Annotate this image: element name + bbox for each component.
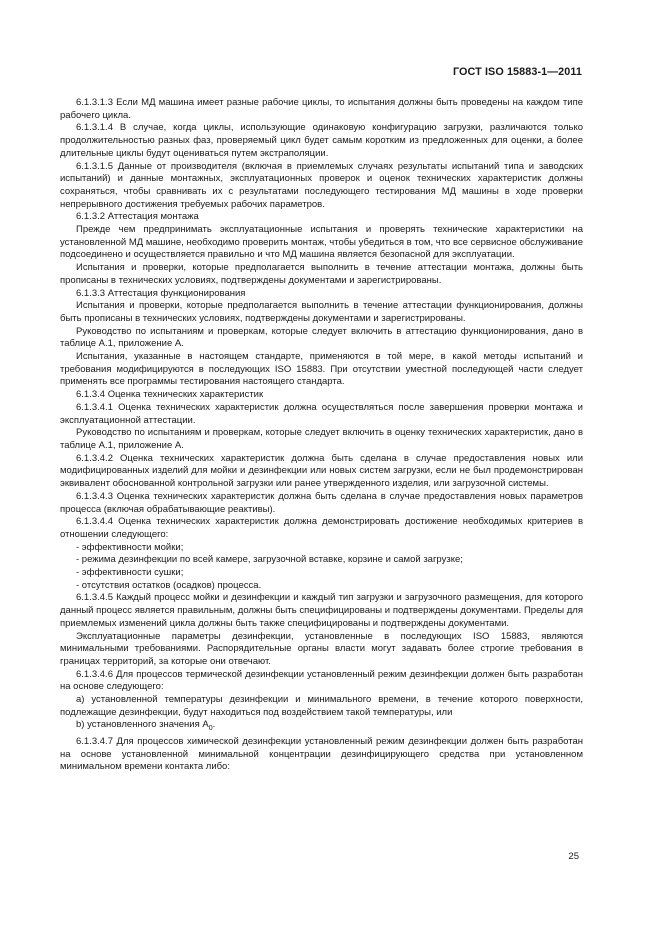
paragraph: Испытания и проверки, которые предполагается выполнить в течение аттестации функционирования, должны быть прописаны в технических условиях, подтверждены документами и зарегистрированы. (60, 300, 583, 324)
paragraph: Эксплуатационные параметры дезинфекции, установленные в последующих ISO 15883, являются минимальными требованиями. Распорядительные органы власти могут задавать более строгие требования в границах территорий, за которые они отвечают. (60, 630, 583, 667)
clause-6-1-3-1-3: 6.1.3.1.3 Если МД машина имеет разные рабочие циклы, то испытания должны быть проведены на каждом типе рабочего цикла. (60, 97, 583, 121)
clause-6-1-3-4-heading: 6.1.3.4 Оценка технических характеристик (76, 389, 264, 401)
clause-6-1-3-4-3: 6.1.3.4.3 Оценка технических характеристик должна быть сделана в случае предоставления новых параметров процесса (включая обрабатывающие реактивы). (60, 490, 583, 515)
paragraph: Руководство по испытаниям и проверкам, которые следует включить в оценку технических характеристик, дано в таблице А.1, приложение А. (60, 427, 583, 451)
paragraph: Прежде чем предпринимать эксплуатационные испытания и проверять технические характеристики на установленной МД машине, необходимо проверить монтаж, чтобы убедиться в том, что все сервисное обслуживание подсоединено и осуществляется правильно и что МД машина является безопасной для эксплуатации. (60, 224, 583, 261)
list-item-b-text: b) установленного значения A (76, 719, 209, 731)
a0-subscript: 0 (208, 725, 213, 733)
list-item-b (60, 719, 583, 736)
clause-6-1-3-4-7: 6.1.3.4.7 Для процессов химической дезинфекции установленный режим дезинфекции должен быть разработан на основе установленной минимальной концентрации дезинфицирующего средства при установленном минимальном времени контакта либо: (60, 736, 583, 773)
paragraph: Испытания и проверки, которые предполагается выполнить в течение аттестации монтажа, должны быть прописаны в технических условиях, подтверждены документами и зарегистрированы. (60, 262, 583, 286)
page-number: 25 (568, 851, 579, 862)
clause-6-1-3-4-2: 6.1.3.4.2 Оценка технических характеристик должна быть сделана в случае предоставления новых или модифицированных изделий для мойки и дезинфекции или новых систем загрузки, если не был продемонстрирован эквивалент обоснованной контрольной загрузки или ранее утвержденного изделия, или загрузочной системы. (60, 452, 583, 490)
clause-6-1-3-3-heading: 6.1.3.3 Аттестация функционирования (76, 287, 246, 299)
paragraph: Испытания, указанные в настоящем стандарте, применяются в той мере, в какой методы испытаний и требования модифицируются в последующих ISO 15883. При отсутствии уместной последующей части следует применять все программы тестирования настоящего стандарта. (60, 351, 583, 388)
clause-6-1-3-4-1: 6.1.3.4.1 Оценка технических характеристик должна осуществляться после завершения проверки монтажа и эксплуатационной аттестации. (60, 401, 583, 426)
list-item-a: a) установленной температуры дезинфекции и минимального времени, в течение которого поверхности, подлежащие дезинфекции, будут находиться под воздействием такой температуры, или (60, 694, 583, 718)
clause-6-1-3-4-4: 6.1.3.4.4 Оценка технических характеристик должна демонстрировать достижение необходимых критериев в отношении следующего: (60, 516, 583, 540)
clause-6-1-3-4-5: 6.1.3.4.5 Каждый процесс мойки и дезинфекции и каждый тип загрузки и загрузочного размещения, для которого данный процесс является правильным, должны быть специфицированы и подтверждены документами. Пределы для приемлемых изменений цикла должны быть также специфицированы и подтверждены документами. (60, 592, 583, 629)
clause-6-1-3-4-6: 6.1.3.4.6 Для процессов термической дезинфекции установленный режим дезинфекции должен быть разработан на основе следующего: (60, 668, 583, 693)
document-body (60, 97, 583, 774)
list-item: - отсутствия остатков (осадков) процесса. (76, 579, 262, 591)
clause-6-1-3-1-5: 6.1.3.1.5 Данные от производителя (включая в приемлемых случаях результаты испытаний типа и заводских испытаний) и данные монтажных, эксплуатационных проверок и оценок технических характеристик должны сохраняться, чтобы сравнивать их с результатами последующего тестирования МД машины в ходе проверки непрерывного достижения требуемых рабочих параметров. (60, 160, 583, 210)
list-item: - режима дезинфекции по всей камере, загрузочной вставке, корзине и самой загрузке; (76, 554, 463, 566)
document-code-header: ГОСТ ISO 15883-1—2011 (452, 66, 582, 78)
a0-suffix: . (212, 719, 216, 731)
list-item: - эффективности сушки; (76, 567, 184, 579)
paragraph: Руководство по испытаниям и проверкам, которые следует включить в аттестацию функционирования, дано в таблице А.1, приложение А. (60, 325, 583, 350)
clause-6-1-3-2-heading: 6.1.3.2 Аттестация монтажа (76, 211, 199, 223)
list-item: - эффективности мойки; (76, 541, 184, 553)
clause-6-1-3-1-4: 6.1.3.1.4 В случае, когда циклы, использующие одинаковую конфигурацию загрузки, различаются только продолжительностью разных фаз, проверяемый цикл будет самым коротким из предложенных для оценки, а более длительные циклы будут оцениваться путем экстраполяции. (60, 122, 583, 159)
